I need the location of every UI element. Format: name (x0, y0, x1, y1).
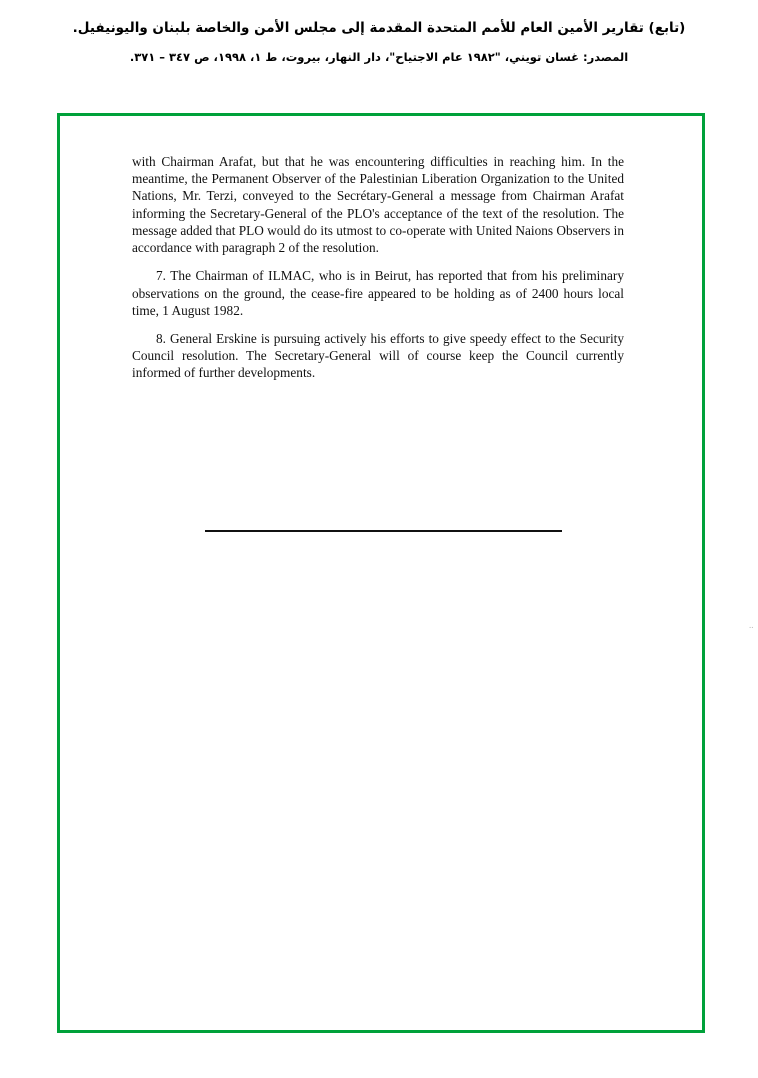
horizontal-divider (205, 530, 562, 532)
paragraph-8: 8. General Erskine is pursuing actively his efforts to give speedy effect to the Security Council resolution. The Secretary-General will of course keep the Council currently informed of further developments. (132, 330, 624, 381)
paragraph-7: 7. The Chairman of ILMAC, who is in Beirut, has reported that from his preliminary observations on the ground, the cease-fire appeared to be holding as of 2400 hours local time, 1 August 1982. (132, 268, 624, 318)
source-line: المصدر: غسان تويني، "١٩٨٢ عام الاجتياح"، دار النهار، بيروت، ط ١، ١٩٩٨، ص ٣٤٧ – ٣٧١. (129, 50, 629, 65)
document-body (132, 153, 624, 382)
paragraph-continued: with Chairman Arafat, but that he was encountering difficulties in reaching him. In the meantime, the Permanent Observer of the Palestinian Liberation Organization to the United Nations, Mr. Terzi, conveyed to the Secrétary-General a message from Chairman Arafat informing the Secretary-General of the PLO's acceptance of the text of the resolution. The message added that PLO would do its utmost to co-operate with United Naions Observers in accordance with paragraph 2 of the resolution. (132, 154, 624, 256)
page-title: (تابع) تقارير الأمين العام للأمم المتحدة المقدمة إلى مجلس الأمن والخاصة بلبنان واليونيفيل. (72, 20, 686, 36)
arabic-header (0, 18, 758, 67)
document-page-frame (57, 113, 705, 1033)
margin-mark: .. (749, 620, 754, 630)
